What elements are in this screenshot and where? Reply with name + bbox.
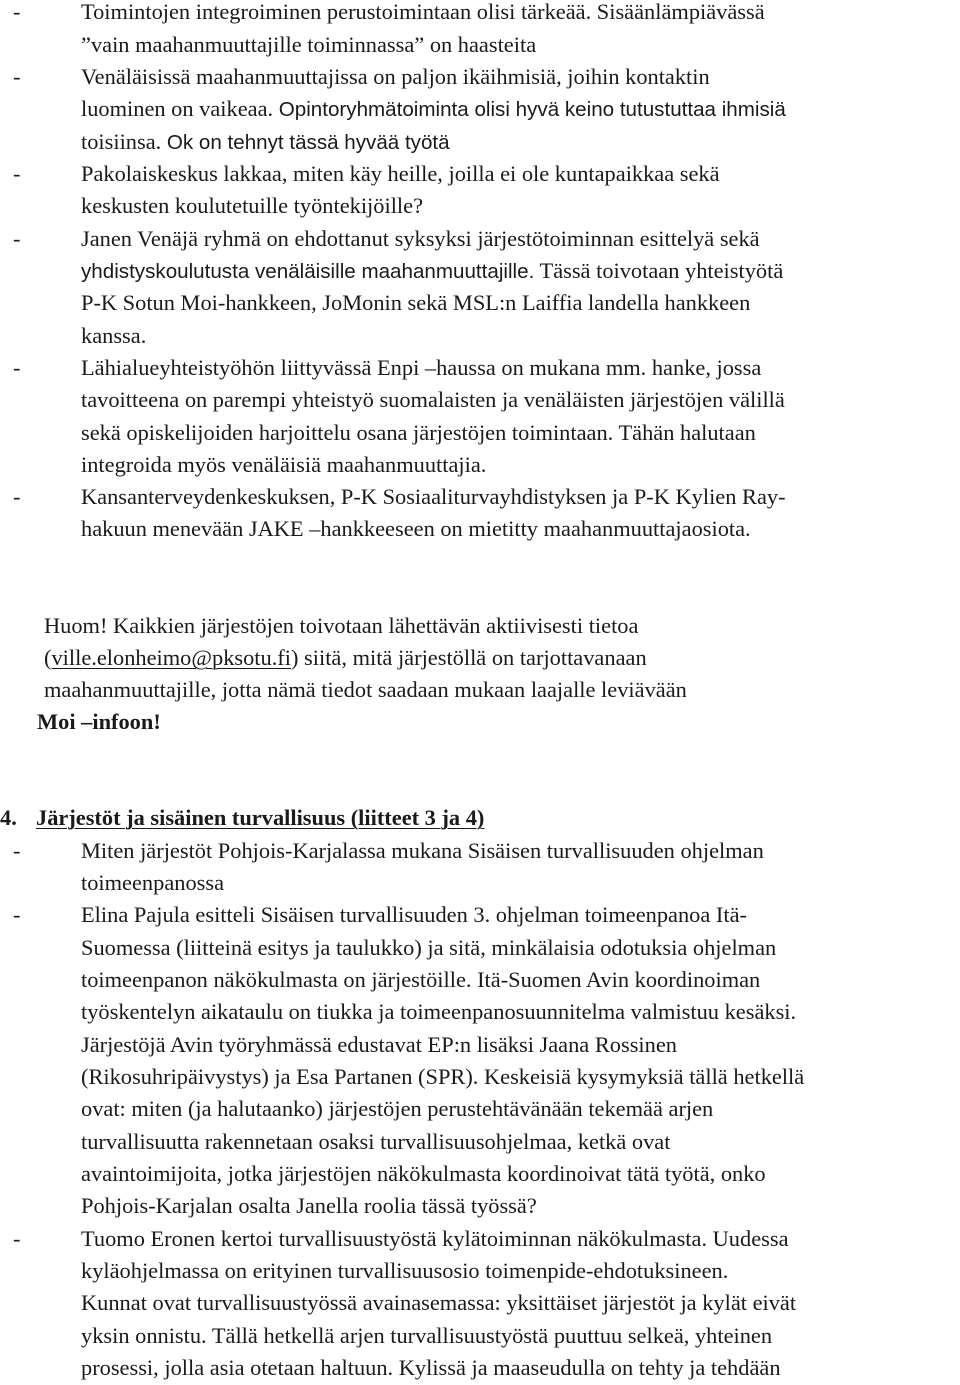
paragraph-text: Elina Pajula esitteli Sisäisen turvallisuuden 3. ohjelman toimeenpanoa Itä- (81, 902, 747, 927)
notice-text: Huom! Kaikkien järjestöjen toivotaan lähettävän aktiivisesti tietoa (44, 613, 639, 638)
bullet-dash: - (13, 355, 21, 380)
bullet-dash: - (13, 838, 21, 863)
paragraph-text: Janen Venäjä ryhmä on ehdottanut syksyksi järjestötoiminnan esittelyä sekä (81, 226, 760, 251)
paragraph-text: kanssa. (81, 323, 147, 348)
paragraph-text: Kunnat ovat turvallisuustyössä avainasemassa: yksittäiset järjestöt ja kylät eivät (81, 1290, 797, 1315)
paragraph-text: avaintoimijoita, jotka järjestöjen näkökulmasta koordinoivat tätä työtä, onko (81, 1161, 766, 1186)
section-title: Järjestöt ja sisäinen turvallisuus (liitteet 3 ja 4) (36, 805, 485, 830)
email-link[interactable]: ville.elonheimo@pksotu.fi (51, 645, 291, 670)
notice-text (44, 642, 647, 674)
serif-text: Tässä toivotaan yhteistyötä (539, 258, 784, 283)
paragraph-text (81, 255, 783, 288)
paragraph-text: Toimintojen integroiminen perustoimintaan olisi tärkeää. Sisäänlämpiävässä (81, 0, 765, 24)
paragraph-text: Järjestöjä Avin työryhmässä edustavat EP:n lisäksi Jaana Rossinen (81, 1032, 677, 1057)
paragraph-text: Tuomo Eronen kertoi turvallisuustyöstä kylätoiminnan näkökulmasta. Uudessa (81, 1226, 789, 1251)
serif-text: luominen on vaikeaa. (81, 96, 274, 121)
paragraph-text: Miten järjestöt Pohjois-Karjalassa mukana Sisäisen turvallisuuden ohjelman (81, 838, 764, 863)
paragraph-text: Pakolaiskeskus lakkaa, miten käy heille, joilla ei ole kuntapaikkaa sekä (81, 161, 720, 186)
paragraph-text: toimeenpanon näkökulmasta on järjestöille. Itä-Suomen Avin koordinoiman (81, 967, 761, 992)
paragraph-text: Lähialueyhteistyöhön liittyvässä Enpi –haussa on mukana mm. hanke, jossa (81, 355, 762, 380)
bullet-dash: - (13, 484, 21, 509)
paragraph-text: sekä opiskelijoiden harjoittelu osana järjestöjen toimintaan. Tähän halutaan (81, 420, 756, 445)
paragraph-text: P-K Sotun Moi-hankkeen, JoMonin sekä MSL:n Laiffia landella hankkeen (81, 290, 751, 315)
bullet-dash: - (13, 1226, 21, 1251)
notice-bold-text: Moi –infoon! (37, 709, 161, 734)
paragraph-text: hakuun menevään JAKE –hankkeeseen on mietitty maahanmuuttajaosiota. (81, 516, 751, 541)
section-number: 4. (0, 805, 17, 830)
notice-text: maahanmuuttajille, jotta nämä tiedot saadaan mukaan laajalle leviävään (44, 677, 687, 702)
paragraph-text: (Rikosuhripäivystys) ja Esa Partanen (SPR). Keskeisiä kysymyksiä tällä hetkellä (81, 1064, 805, 1089)
paragraph-text: kyläohjelmassa on erityinen turvallisuusosio toimenpide-ehdotuksineen. (81, 1258, 729, 1283)
paragraph-text (81, 126, 450, 159)
paragraph-text: Suomessa (liitteinä esitys ja taulukko) ja sitä, minkälaisia odotuksia ohjelman (81, 935, 777, 960)
bullet-dash: - (13, 161, 21, 186)
sans-text: Ok on tehnyt tässä hyvää työtä (166, 131, 450, 154)
bullet-dash: - (13, 902, 21, 927)
paragraph-text: toimeenpanossa (81, 870, 225, 895)
paragraph-text: ”vain maahanmuuttajille toiminnassa” on haasteita (81, 32, 537, 57)
notice-rest: ) siitä, mitä järjestöllä on tarjottavanaan (291, 645, 647, 670)
serif-text: toisiinsa. (81, 129, 162, 154)
paragraph-text: ovat: miten (ja halutaanko) järjestöjen perustehtävänään tekemää arjen (81, 1096, 714, 1121)
paragraph-text: integroida myös venäläisiä maahanmuuttajia. (81, 452, 487, 477)
paragraph-text (81, 93, 786, 126)
paragraph-text: työskentelyn aikataulu on tiukka ja toimeenpanosuunnitelma valmistuu kesäksi. (81, 999, 797, 1024)
paragraph-text: tavoitteena on parempi yhteistyö suomalaisten ja venäläisten järjestöjen välillä (81, 387, 785, 412)
paragraph-text: Pohjois-Karjalan osalta Janella roolia tässä työssä? (81, 1193, 537, 1218)
bullet-dash: - (13, 226, 21, 251)
bullet-dash: - (13, 64, 21, 89)
paragraph-text: keskusten koulutetuille työntekijöille? (81, 193, 424, 218)
paragraph-text: yksin onnistu. Tällä hetkellä arjen turvallisuustyöstä puuttuu selkeä, yhteinen (81, 1323, 773, 1348)
sans-text: Opintoryhmätoiminta olisi hyvä keino tutustuttaa ihmisiä (278, 98, 786, 121)
paragraph-text: Venäläisissä maahanmuuttajissa on paljon ikäihmisiä, joihin kontaktin (81, 64, 710, 89)
paragraph-text: Kansanterveydenkeskuksen, P-K Sosiaaliturvayhdistyksen ja P-K Kylien Ray- (81, 484, 786, 509)
sans-text: yhdistyskoulutusta venäläisille maahanmuuttajille. (81, 260, 535, 283)
paragraph-text: turvallisuutta rakennetaan osaksi turvallisuusohjelmaa, ketkä ovat (81, 1129, 671, 1154)
paragraph-text: prosessi, jolla asia otetaan haltuun. Kylissä ja maaseudulla on tehty ja tehdään (81, 1355, 781, 1380)
bullet-dash: - (13, 0, 21, 24)
paren-open: ( (44, 645, 52, 670)
